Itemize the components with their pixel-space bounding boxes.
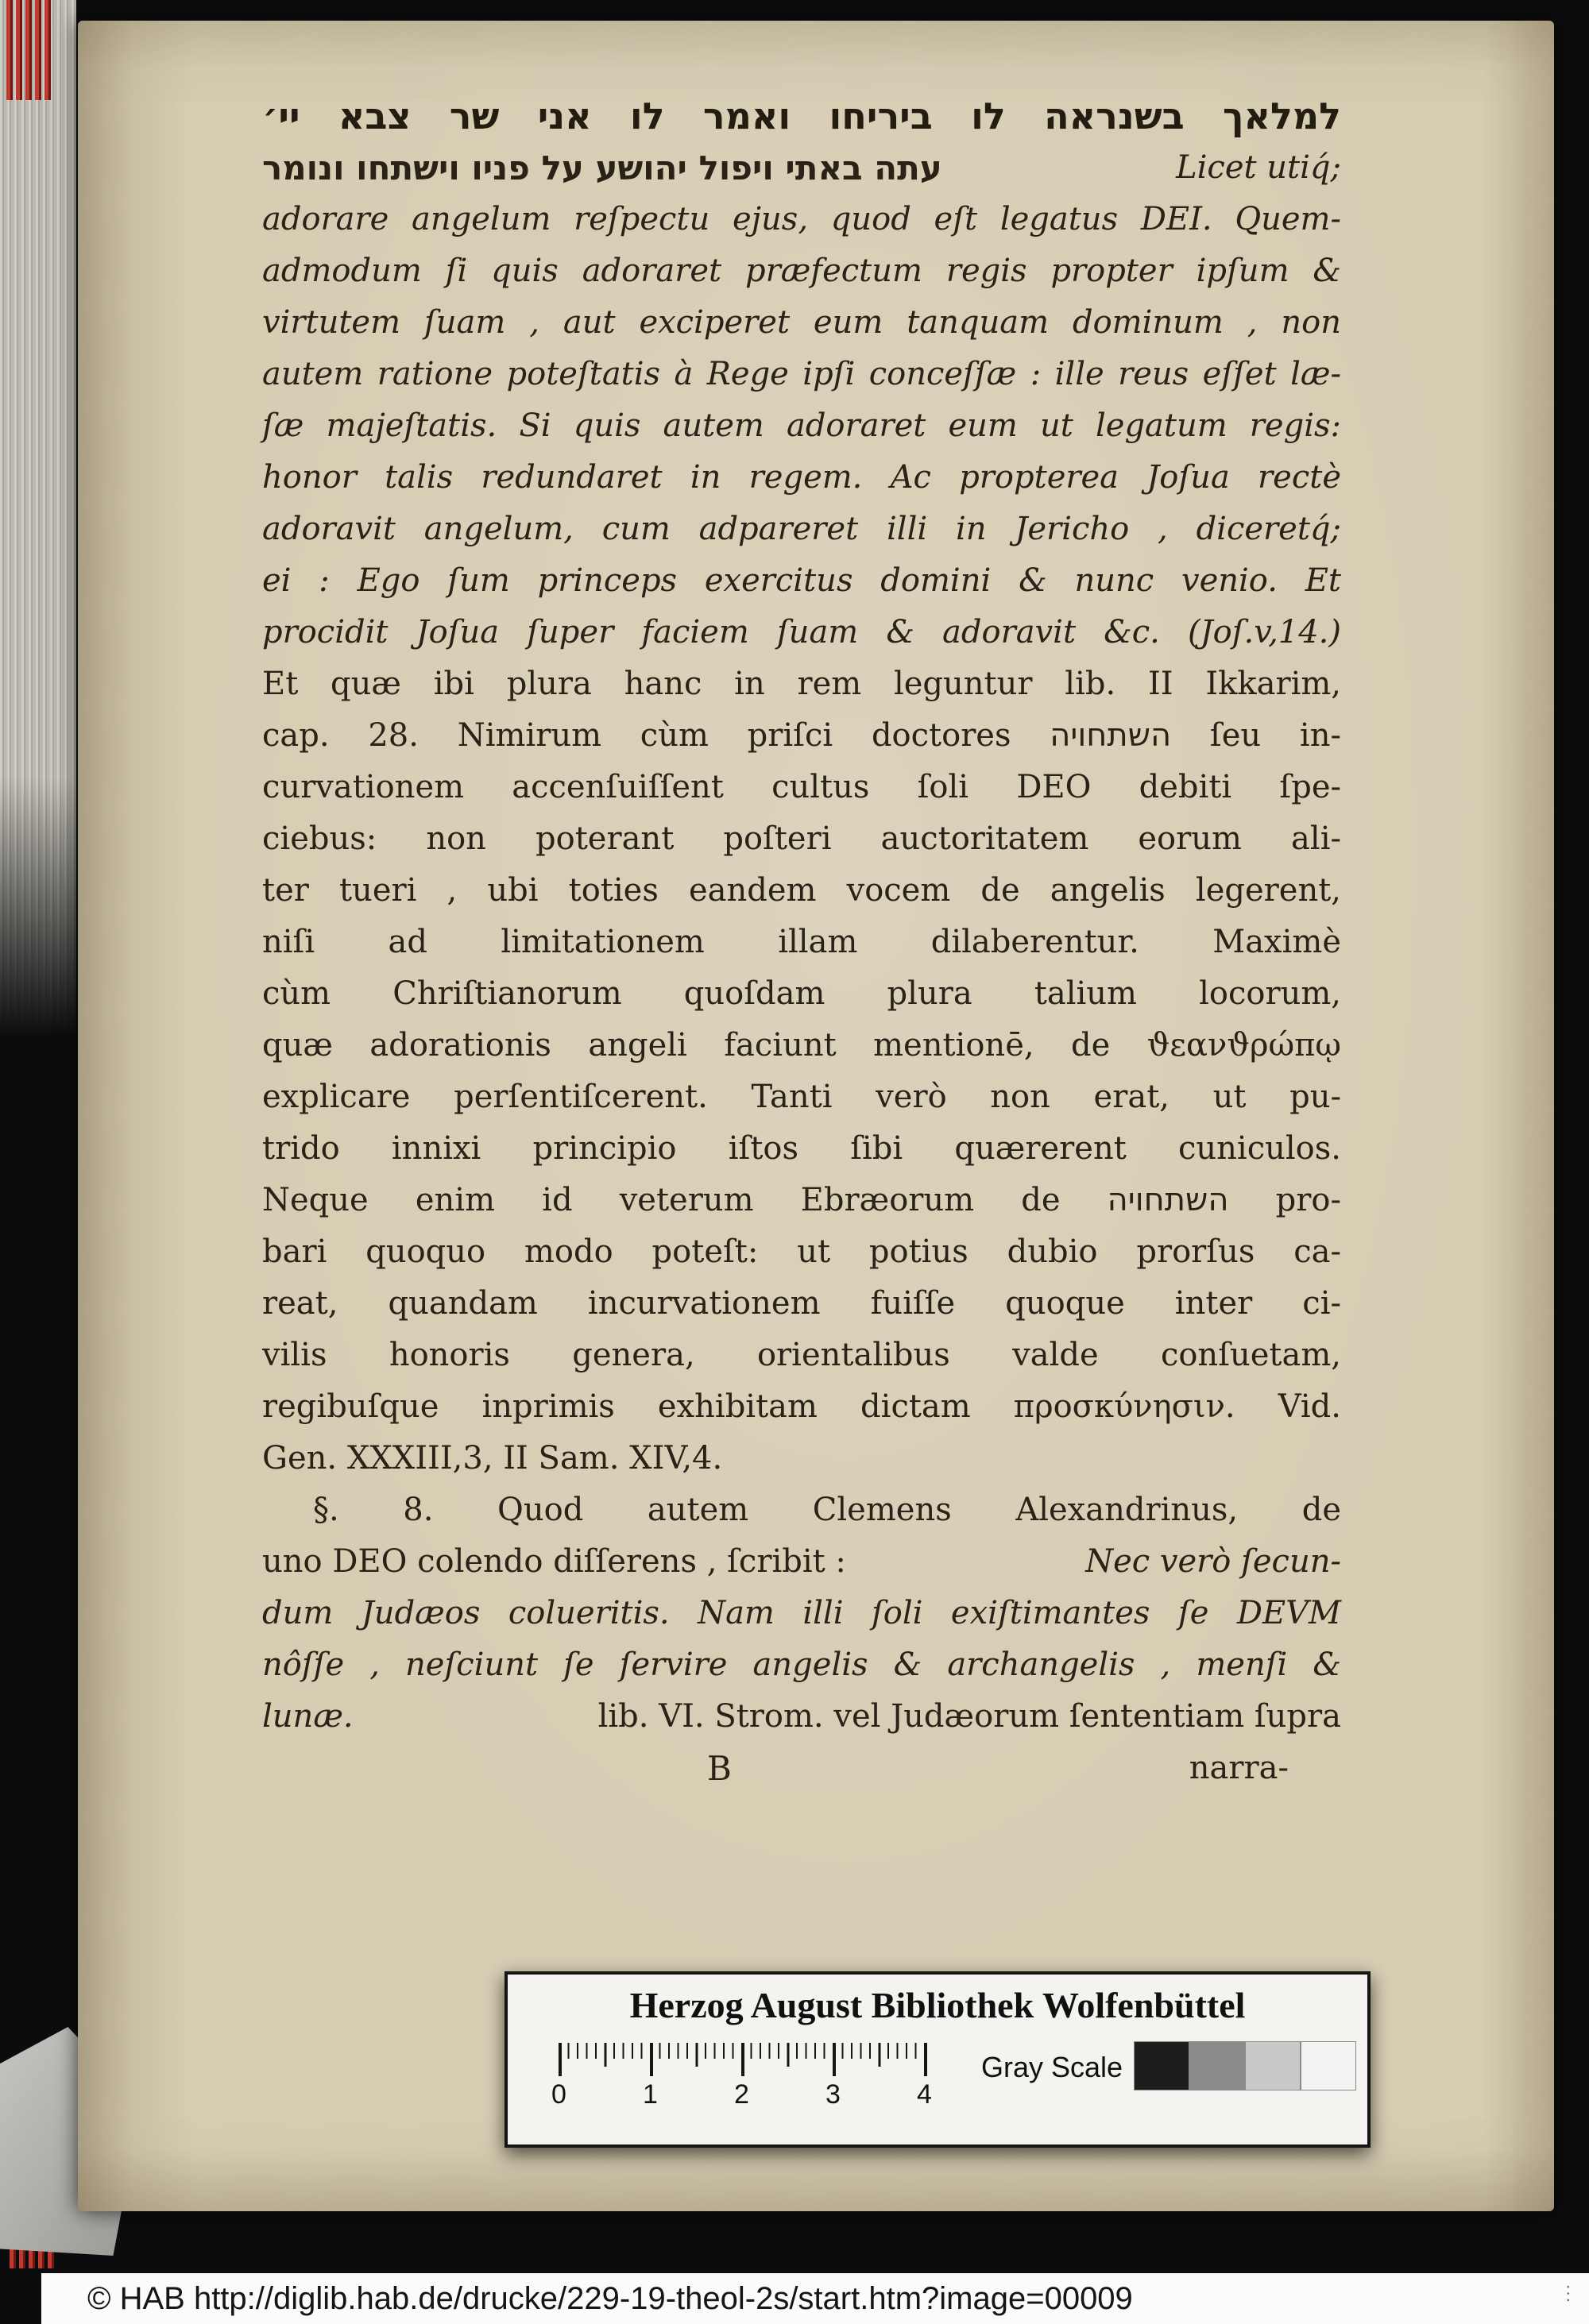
text-line: adorare angelum reſpectu ejus, quod eſt legatus DEI. Quem- bbox=[262, 201, 1341, 237]
text-line: explicare perſentiſcerent. Tanti verò non erat, ut pu- bbox=[262, 1079, 1341, 1115]
color-registration-mark-top bbox=[6, 0, 51, 100]
gray-swatch bbox=[1189, 2041, 1245, 2090]
centimeter-ruler bbox=[551, 2043, 932, 2117]
catchword-line bbox=[262, 1743, 1341, 1794]
text-line: nôſſe , neſciunt ſe ſervire angelis & archangelis , menſi & bbox=[262, 1646, 1341, 1683]
ruler-number: 2 bbox=[734, 2079, 749, 2110]
text-line: ciebus: non poterant poſteri auctoritatem eorum ali- bbox=[262, 820, 1341, 857]
gray-swatch bbox=[1134, 2041, 1189, 2090]
section-8-heading-line: §. 8. Quod autem Clemens Alexandrinus, de bbox=[313, 1492, 1341, 1528]
text-line: niſi ad limitationem illam dilaberentur. Maximè bbox=[262, 924, 1341, 960]
ruler-cm-ticks bbox=[559, 2043, 929, 2076]
text-line bbox=[262, 1691, 1341, 1743]
signature-mark: B bbox=[707, 1749, 732, 1788]
hebrew-line-1: למלאך בשנראה לו ביריחו ואמר לו אני שר צבא יי׳ bbox=[262, 95, 1341, 137]
text-line: procidit Joſua ſuper faciem ſuam & adoravit &c. (Joſ.v,14.) bbox=[262, 614, 1341, 650]
catchword: narra- bbox=[1189, 1750, 1289, 1786]
gray-scale-label: Gray Scale bbox=[981, 2051, 1123, 2083]
footer-edge-mark: ··· bbox=[1559, 2284, 1578, 2305]
library-scale-card bbox=[505, 1971, 1371, 2148]
library-name: Herzog August Bibliothek Wolfenbüttel bbox=[629, 1985, 1246, 2025]
text-line: reat, quandam incurvationem fuiſſe quoque inter ci- bbox=[262, 1285, 1341, 1322]
text-line: curvationem accenſuiſſent cultus ſoli DEO debiti ſpe- bbox=[262, 769, 1341, 805]
text-line: cap. 28. Nimirum cùm priſci doctores השתחויה ſeu in- bbox=[262, 717, 1341, 754]
text-line: Gen. XXXIII,3, II Sam. XIV,4. bbox=[262, 1440, 723, 1477]
gray-scale-swatches bbox=[1134, 2041, 1356, 2090]
text-line: admodum ſi quis adoraret præfectum regis propter ipſum & bbox=[262, 253, 1341, 289]
book-page-edges bbox=[0, 0, 76, 1080]
ruler-number: 3 bbox=[825, 2079, 841, 2110]
text-line: ei : Ego ſum princeps exercitus domini & nunc venio. Et bbox=[262, 562, 1341, 599]
text-line: regibuſque inprimis exhibitam dictam προσκύνησιν. Vid. bbox=[262, 1388, 1341, 1425]
text-line: ſæ majeſtatis. Si quis autem adoraret eum ut legatum regis: bbox=[262, 407, 1341, 444]
italic-part: Nec verò ſecun- bbox=[1085, 1543, 1341, 1580]
text-line: vilis honoris genera, orientalibus valde conſuetam, bbox=[262, 1337, 1341, 1373]
ruler-number: 0 bbox=[551, 2079, 566, 2110]
text-line: dum Judæos colueritis. Nam illi ſoli exiſtimantes ſe DEVM bbox=[262, 1595, 1341, 1631]
hebrew-text: עתה באתי ויפול יהושע על פניו וישתחו ונומר bbox=[262, 149, 942, 187]
printed-text-block bbox=[262, 91, 1341, 1794]
ruler-number: 4 bbox=[917, 2079, 932, 2110]
text-line: ter tueri , ubi toties eandem vocem de angelis legerent, bbox=[262, 872, 1341, 909]
roman-part: uno DEO colendo diſſerens , ſcribit : bbox=[262, 1543, 846, 1580]
copyright-strip bbox=[41, 2273, 1589, 2324]
text-line: bari quoquo modo poteſt: ut potius dubio prorſus ca- bbox=[262, 1233, 1341, 1270]
text-line: adoravit angelum, cum adpareret illi in Jericho , diceretq́; bbox=[262, 511, 1341, 547]
text-line: Neque enim id veterum Ebræorum de השתחויה pro- bbox=[262, 1182, 1341, 1218]
text-line: cùm Chriſtianorum quoſdam plura talium locorum, bbox=[262, 975, 1341, 1012]
ruler-number: 1 bbox=[643, 2079, 658, 2110]
text-line: virtutem ſuam , aut exciperet eum tanquam dominum , non bbox=[262, 304, 1341, 341]
gray-swatch bbox=[1245, 2041, 1301, 2090]
text-line: trido innixi principio iſtos ſibi quærerent cuniculos. bbox=[262, 1130, 1341, 1167]
text-line: autem ratione poteſtatis à Rege ipſi conceſſæ : ille reus eſſet læ- bbox=[262, 356, 1341, 392]
text-line: quæ adorationis angeli faciunt mentionē, de ϑεανϑρώπῳ bbox=[262, 1027, 1341, 1064]
scanned-book-page bbox=[78, 21, 1554, 2211]
roman-part: lib. VI. Strom. vel Judæorum ſententiam ſupra bbox=[597, 1698, 1341, 1735]
text-line bbox=[262, 1536, 1341, 1588]
text-line: Et quæ ibi plura hanc in rem leguntur lib. II Ikkarim, bbox=[262, 666, 1341, 702]
text-line: honor talis redundaret in regem. Ac propterea Joſua rectè bbox=[262, 459, 1341, 496]
hebrew-line-2 bbox=[262, 142, 1341, 194]
gray-swatch bbox=[1301, 2041, 1356, 2090]
italic-part: lunæ. bbox=[262, 1698, 354, 1735]
copyright-text: © HAB http://diglib.hab.de/drucke/229-19-theol-2s/start.htm?image=00009 bbox=[87, 2281, 1133, 2316]
latin-lead-in: Licet utiq́; bbox=[1176, 149, 1341, 186]
